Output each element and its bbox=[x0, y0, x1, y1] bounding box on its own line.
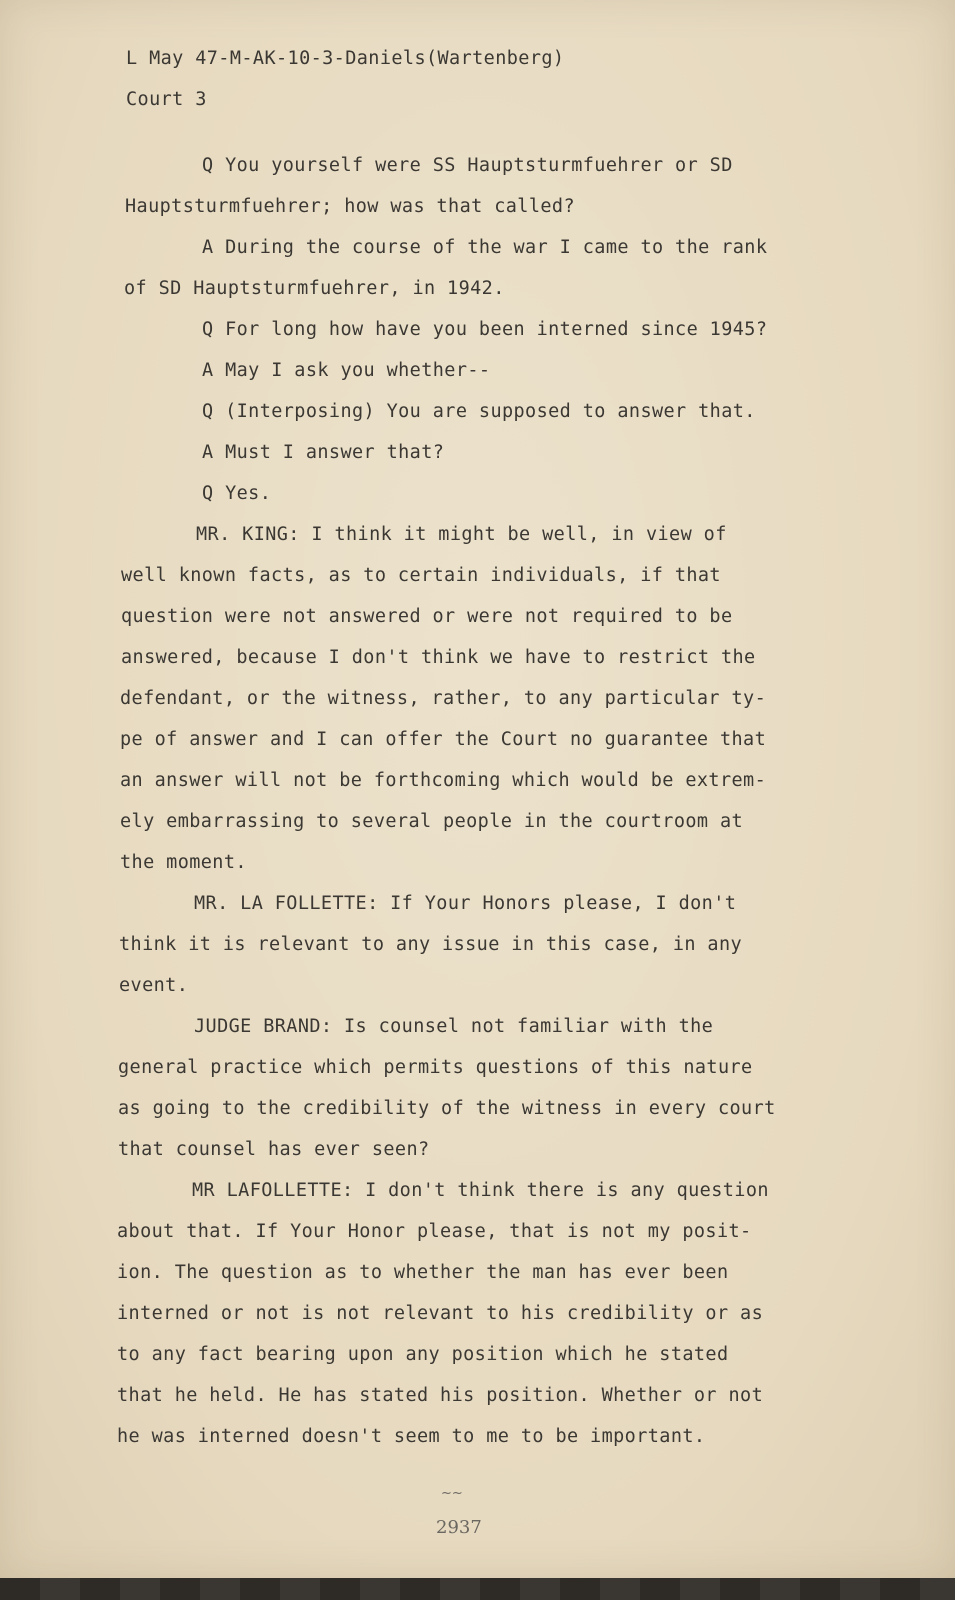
text-line: that counsel has ever seen? bbox=[118, 1139, 430, 1160]
text-line: of SD Hauptsturmfuehrer, in 1942. bbox=[124, 278, 505, 299]
text-line: pe of answer and I can offer the Court no guarantee that bbox=[120, 729, 767, 750]
text-line: MR. LA FOLLETTE: If Your Honors please, I don't bbox=[194, 893, 737, 914]
text-line: Hauptsturmfuehrer; how was that called? bbox=[125, 196, 575, 217]
text-line: MR LAFOLLETTE: I don't think there is any question bbox=[192, 1180, 769, 1201]
text-line: Q You yourself were SS Hauptsturmfuehrer or SD bbox=[202, 155, 733, 176]
text-line: A During the course of the war I came to the rank bbox=[202, 237, 768, 258]
text-line: Q Yes. bbox=[202, 483, 272, 504]
text-line: the moment. bbox=[120, 852, 247, 873]
text-line: MR. KING: I think it might be well, in view of bbox=[196, 524, 727, 545]
document-reference: L May 47-M-AK-10-3-Daniels(Wartenberg) bbox=[126, 48, 565, 69]
text-line: Q For long how have you been interned since 1945? bbox=[202, 319, 768, 340]
text-line: JUDGE BRAND: Is counsel not familiar with the bbox=[194, 1016, 714, 1037]
text-line: Q (Interposing) You are supposed to answer that. bbox=[202, 401, 756, 422]
text-line: about that. If Your Honor please, that is not my posit- bbox=[117, 1221, 752, 1242]
text-line: interned or not is not relevant to his credibility or as bbox=[117, 1303, 764, 1324]
text-line: to any fact bearing upon any position which he stated bbox=[117, 1344, 729, 1365]
text-line: that he held. He has stated his position. Whether or not bbox=[117, 1385, 764, 1406]
text-line: ion. The question as to whether the man has ever been bbox=[117, 1262, 729, 1283]
text-line: question were not answered or were not required to be bbox=[121, 606, 733, 627]
text-line: well known facts, as to certain individuals, if that bbox=[121, 565, 721, 586]
scan-edge bbox=[0, 1578, 955, 1600]
court-number: Court 3 bbox=[126, 89, 207, 110]
text-line: general practice which permits questions of this nature bbox=[118, 1057, 753, 1078]
text-line: think it is relevant to any issue in this case, in any bbox=[119, 934, 743, 955]
text-line: answered, because I don't think we have to restrict the bbox=[121, 647, 756, 668]
handwritten-mark: ~~ bbox=[441, 1486, 463, 1501]
text-line: defendant, or the witness, rather, to any particular ty- bbox=[120, 688, 767, 709]
text-line: ely embarrassing to several people in the courtroom at bbox=[120, 811, 744, 832]
text-line: an answer will not be forthcoming which would be extrem- bbox=[120, 770, 767, 791]
page-number: 2937 bbox=[436, 1517, 482, 1538]
text-line: event. bbox=[119, 975, 189, 996]
text-line: he was interned doesn't seem to me to be important. bbox=[117, 1426, 706, 1447]
text-line: as going to the credibility of the witness in every court bbox=[118, 1098, 776, 1119]
text-line: A Must I answer that? bbox=[202, 442, 445, 463]
text-line: A May I ask you whether-- bbox=[202, 360, 491, 381]
